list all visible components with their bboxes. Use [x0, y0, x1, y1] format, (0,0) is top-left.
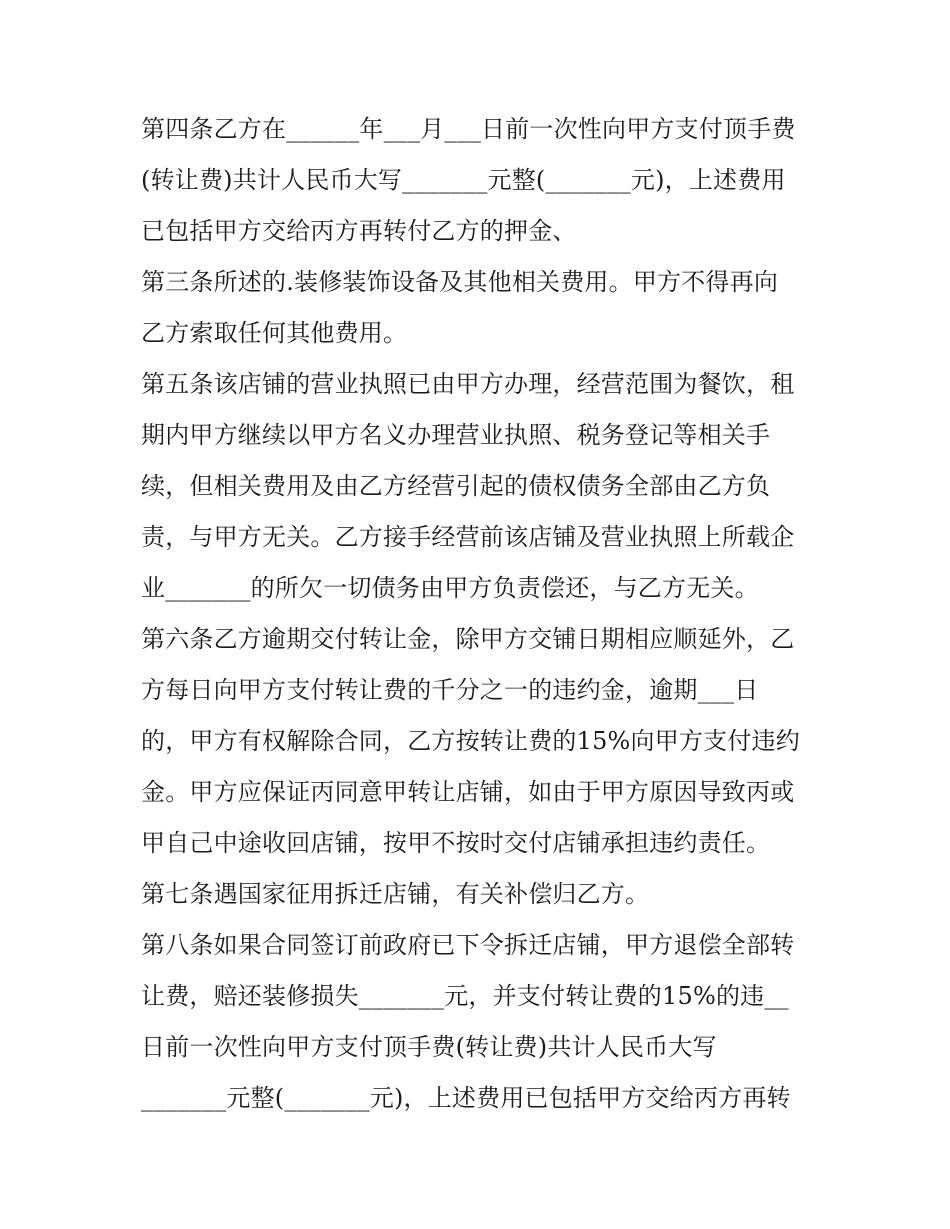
text-line: 甲自己中途收回店铺，按甲不按时交付店铺承担违约责任。	[141, 829, 771, 857]
text-line: 责，与甲方无关。乙方接手经营前该店铺及营业执照上所载企	[141, 523, 795, 551]
text-line: 的，甲方有权解除合同，乙方按转让费的15%向甲方支付违约	[141, 727, 800, 755]
text-line: 续，但相关费用及由乙方经营引起的债权债务全部由乙方负	[141, 472, 771, 500]
text-line: 第四条乙方在______年___月___日前一次性向甲方支付顶手费	[141, 115, 796, 143]
text-line: 乙方索取任何其他费用。	[141, 319, 408, 347]
text-line: 第六条乙方逾期交付转让金，除甲方交铺日期相应顺延外，乙	[141, 625, 795, 653]
text-line: 第七条遇国家征用拆迁店铺，有关补偿归乙方。	[141, 880, 650, 908]
text-line: 日前一次性向甲方支付顶手费(转让费)共计人民币大写	[141, 1033, 717, 1061]
document-body	[141, 104, 821, 1124]
text-line: 金。甲方应保证丙同意甲转让店铺，如由于甲方原因导致丙或	[141, 778, 795, 806]
text-line: 第五条该店铺的营业执照已由甲方办理，经营范围为餐饮，租	[141, 370, 795, 398]
text-line: 业_______的所欠一切债务由甲方负责偿还，与乙方无关。	[141, 574, 759, 602]
text-line: 方每日向甲方支付转让费的千分之一的违约金，逾期___日	[141, 676, 759, 704]
text-line: (转让费)共计人民币大写_______元整(_______元)，上述费用	[141, 166, 786, 194]
text-line: _______元整(_______元)，上述费用已包括甲方交给丙方再转	[141, 1084, 791, 1112]
text-line: 第八条如果合同签订前政府已下令拆迁店铺，甲方退偿全部转	[141, 931, 795, 959]
text-line: 已包括甲方交给丙方再转付乙方的押金、	[141, 217, 577, 245]
text-line: 期内甲方继续以甲方名义办理营业执照、税务登记等相关手	[141, 421, 771, 449]
text-line: 让费，赔还装修损失_______元，并支付转让费的15%的违__	[141, 982, 789, 1010]
text-line: 第三条所述的.装修装饰设备及其他相关费用。甲方不得再向	[141, 268, 779, 296]
